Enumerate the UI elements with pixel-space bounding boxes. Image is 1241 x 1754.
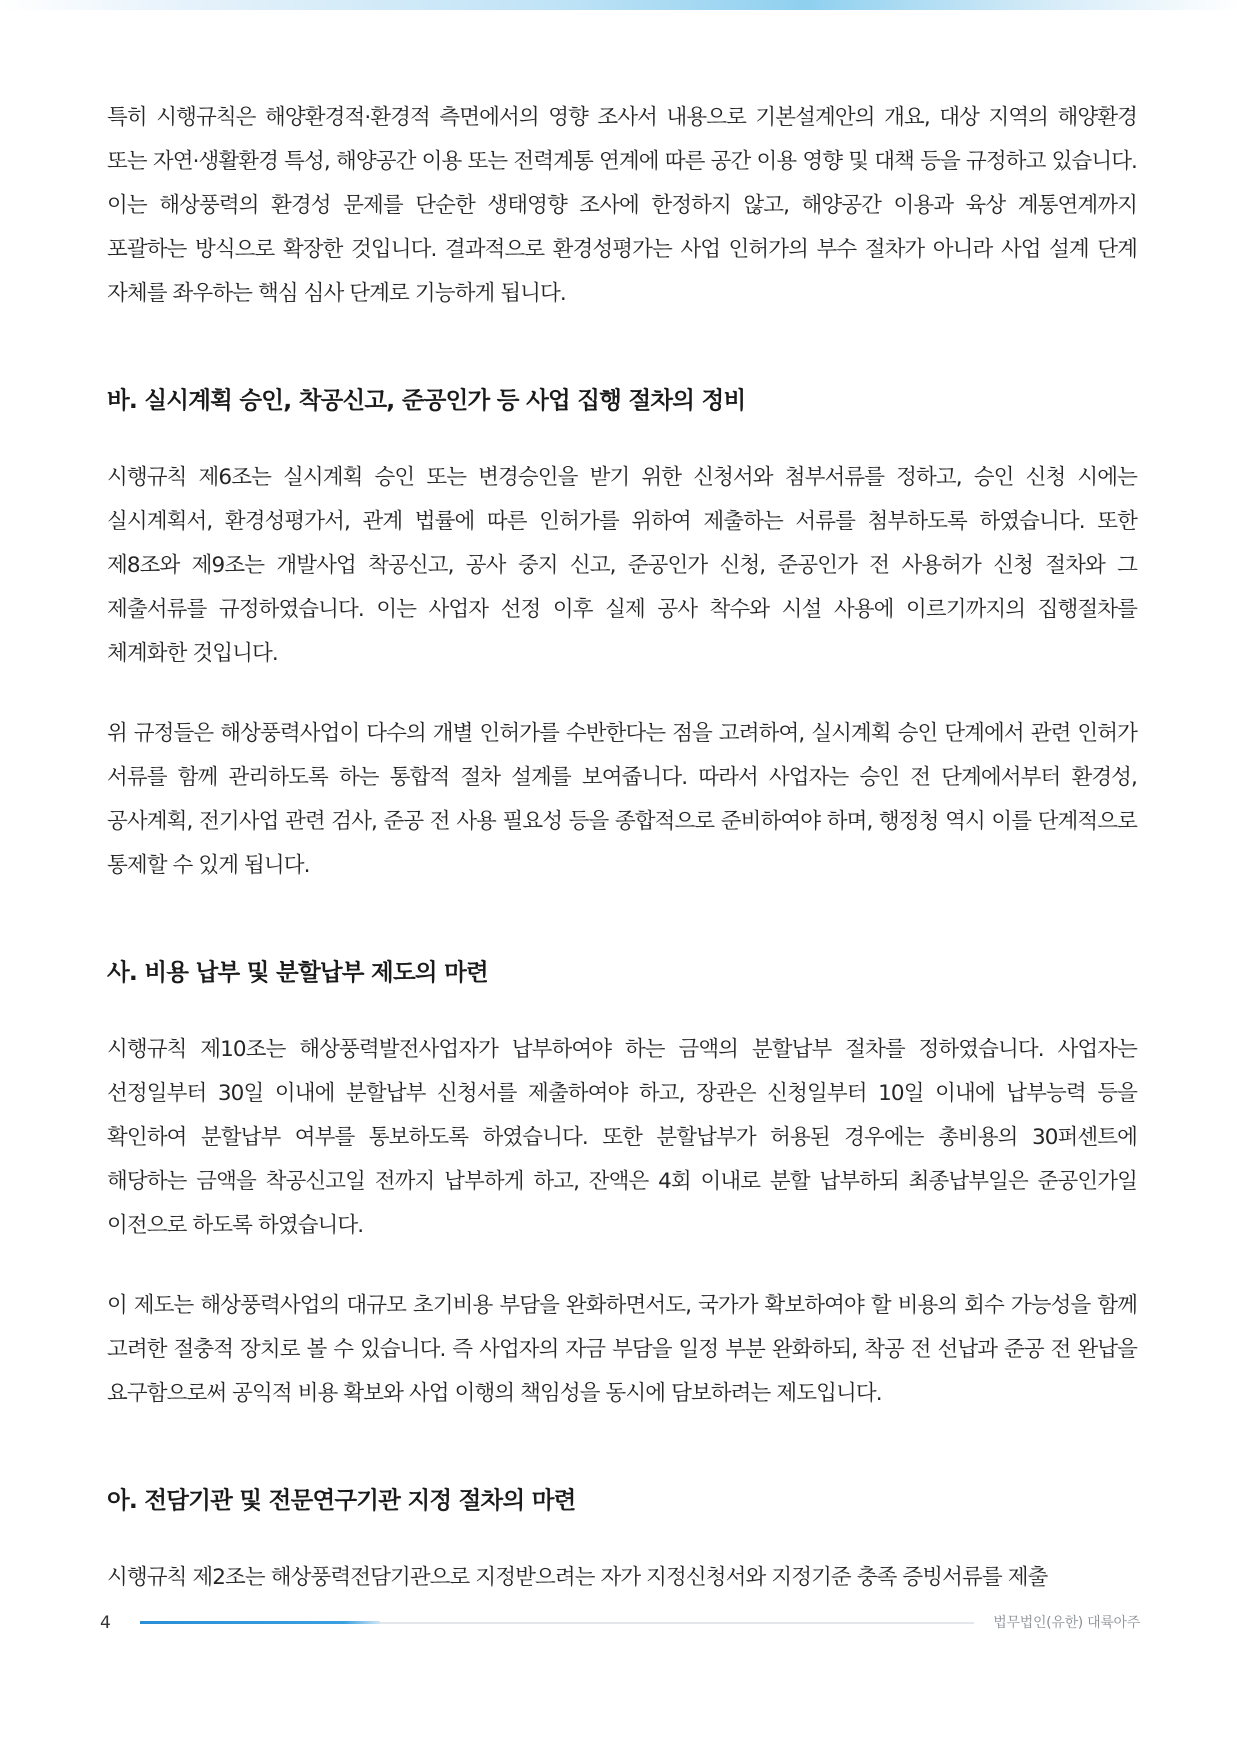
- document-body: [107, 96, 1137, 1600]
- section-sa-paragraph-1: 시행규칙 제10조는 해상풍력발전사업자가 납부하여야 하는 금액의 분할납부 절차를 정하였습니다. 사업자는 선정일부터 30일 이내에 분할납부 신청서를 제출하여야 하고, 장관은 신청일부터 10일 이내에 납부능력 등을 확인하여 분할납부 여부를 통보하도록 하였습니다. 또한 분할납부가 허용된 경우에는 총비용의 30퍼센트에 해당하는 금액을 착공신고일 전까지 납부하게 하고, 잔액은 4회 이내로 분할 납부하되 최종납부일은 준공인가일 이전으로 하도록 하였습니다.: [107, 1037, 1137, 1238]
- section-a-paragraph-1: 시행규칙 제2조는 해상풍력전담기관으로 지정받으려는 자가 지정신청서와 지정기준 충족 증빙서류를 제출: [107, 1565, 1048, 1590]
- section-heading-a: 아. 전담기관 및 전문연구기관 지정 절차의 마련: [107, 1486, 576, 1514]
- footer-divider-accent: [140, 1621, 380, 1624]
- section-heading-sa: 사. 비용 납부 및 분할납부 제도의 마련: [107, 958, 488, 986]
- page-footer: [0, 1608, 1241, 1638]
- section-ba-paragraph-2: 위 규정들은 해상풍력사업이 다수의 개별 인허가를 수반한다는 점을 고려하여, 실시계획 승인 단계에서 관련 인허가 서류를 함께 관리하도록 하는 통합적 절차 설계를 보여줍니다. 따라서 사업자는 승인 전 단계에서부터 환경성, 공사계획, 전기사업 관련 검사, 준공 전 사용 필요성 등을 종합적으로 준비하여야 하며, 행정청 역시 이를 단계적으로 통제할 수 있게 됩니다.: [107, 721, 1137, 878]
- intro-paragraph: 특히 시행규칙은 해양환경적·환경적 측면에서의 영향 조사서 내용으로 기본설계안의 개요, 대상 지역의 해양환경 또는 자연·생활환경 특성, 해양공간 이용 또는 전력계통 연계에 따른 공간 이용 영향 및 대책 등을 규정하고 있습니다. 이는 해상풍력의 환경성 문제를 단순한 생태영향 조사에 한정하지 않고, 해양공간 이용과 육상 계통연계까지 포괄하는 방식으로 확장한 것입니다. 결과적으로 환경성평가는 사업 인허가의 부수 절차가 아니라 사업 설계 단계 자체를 좌우하는 핵심 심사 단계로 기능하게 됩니다.: [107, 105, 1137, 306]
- firm-name: 법무법인(유한) 대륙아주: [993, 1615, 1140, 1631]
- section-ba-paragraph-1: 시행규칙 제6조는 실시계획 승인 또는 변경승인을 받기 위한 신청서와 첨부서류를 정하고, 승인 신청 시에는 실시계획서, 환경성평가서, 관계 법률에 따른 인허가를 위하여 제출하는 서류를 첨부하도록 하였습니다. 또한 제8조와 제9조는 개발사업 착공신고, 공사 중지 신고, 준공인가 신청, 준공인가 전 사용허가 신청 절차와 그 제출서류를 규정하였습니다. 이는 사업자 선정 이후 실제 공사 착수와 시설 사용에 이르기까지의 집행절차를 체계화한 것입니다.: [107, 465, 1137, 666]
- top-gradient-bar: [0, 0, 1241, 10]
- section-heading-ba: 바. 실시계획 승인, 착공신고, 준공인가 등 사업 집행 절차의 정비: [107, 386, 746, 414]
- section-sa-paragraph-2: 이 제도는 해상풍력사업의 대규모 초기비용 부담을 완화하면서도, 국가가 확보하여야 할 비용의 회수 가능성을 함께 고려한 절충적 장치로 볼 수 있습니다. 즉 사업자의 자금 부담을 일정 부분 완화하되, 착공 전 선납과 준공 전 완납을 요구함으로써 공익적 비용 확보와 사업 이행의 책임성을 동시에 담보하려는 제도입니다.: [107, 1293, 1137, 1406]
- page-number: 4: [100, 1613, 111, 1633]
